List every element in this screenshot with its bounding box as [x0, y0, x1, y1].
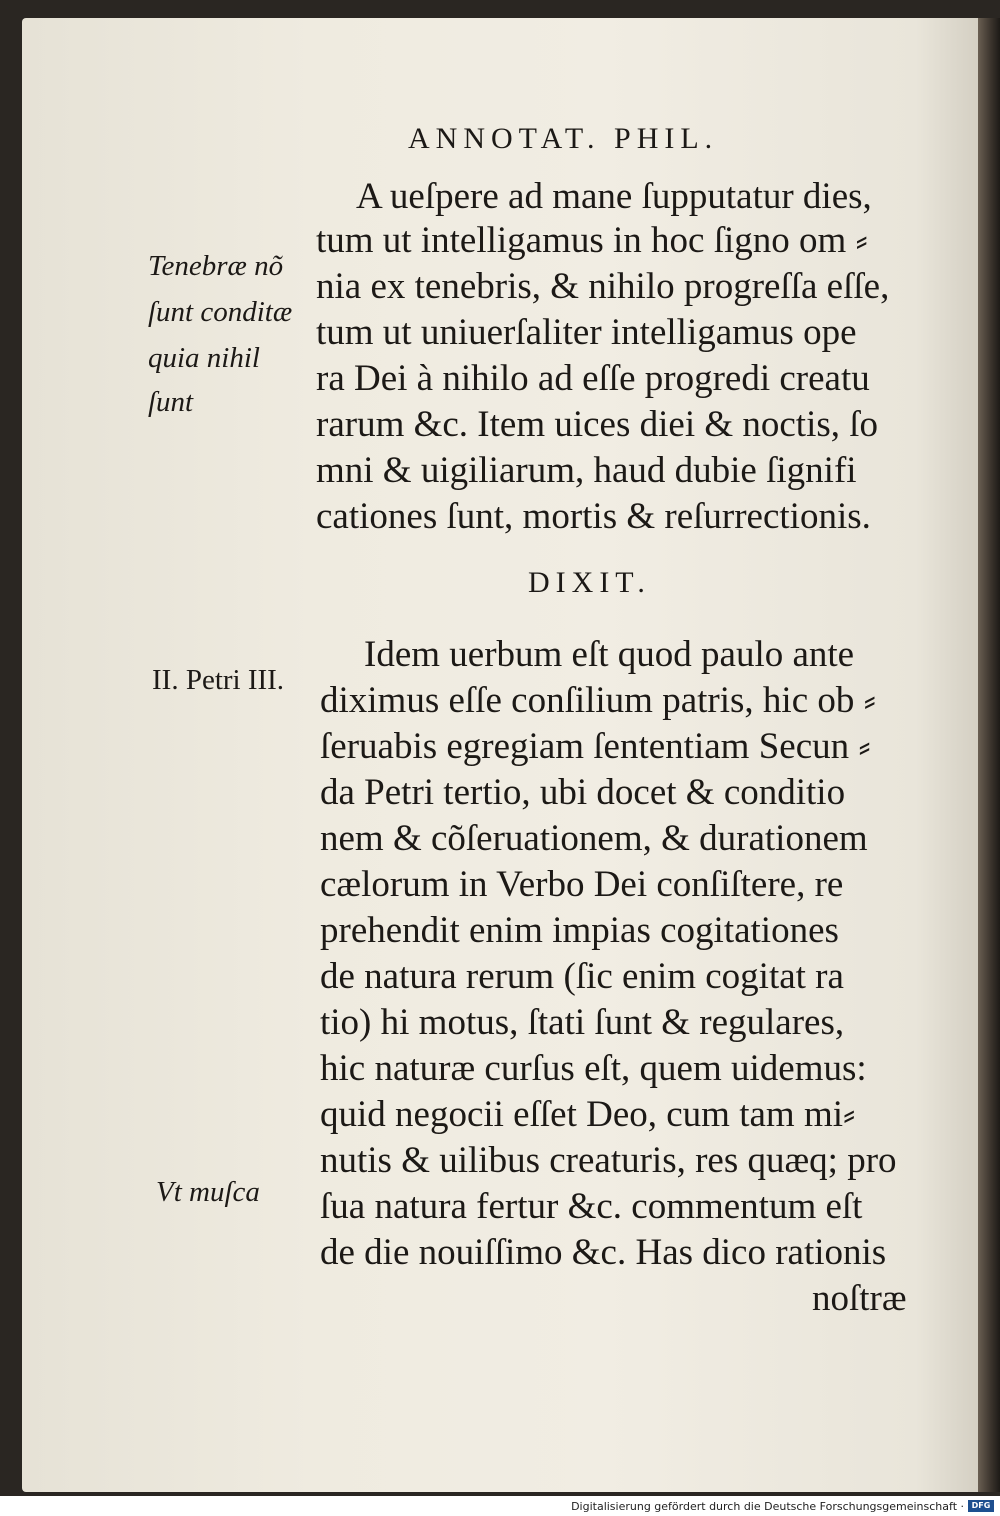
marginal-note: II. Petri III.: [152, 664, 285, 696]
text-line: de natura rerum (ſic enim cogitat ra: [320, 956, 844, 997]
text-line: da Petri tertio, ubi docet & conditio: [320, 772, 846, 813]
text-line: nia ex tenebris, & nihilo progreſſa eſſe,: [316, 266, 890, 307]
text-line: diximus eſſe conſilium patris, hic ob ⸗: [320, 680, 876, 721]
text-line: de die nouiſſimo &c. Has dico rationis: [320, 1232, 887, 1273]
marginal-note: Vt muſca: [156, 1176, 260, 1208]
running-head: ANNOTAT. PHIL.: [408, 122, 719, 155]
catchword: noſtræ: [812, 1278, 907, 1319]
text-line: ra Dei à nihilo ad eſſe progredi creatu: [316, 358, 870, 399]
book-edge: [978, 18, 1000, 1492]
text-line: nutis & uilibus creaturis, res quæq; pro: [320, 1140, 897, 1181]
text-line: tio) hi motus, ſtati ſunt & regulares,: [320, 1002, 845, 1043]
dfg-logo: DFG: [968, 1500, 994, 1512]
text-line: nem & cõſeruationem, & durationem: [320, 818, 868, 859]
text-line: prehendit enim impias cogitationes: [320, 910, 839, 951]
text-line: quid negocii eſſet Deo, cum tam mi⸗: [320, 1094, 856, 1135]
text-line: tum ut intelligamus in hoc ſigno om ⸗: [316, 220, 868, 261]
text-line: rarum &c. Item uices diei & noctis, ſo: [316, 404, 879, 445]
marginal-note: ſunt conditæ: [148, 296, 293, 328]
footer-credit: Digitalisierung gefördert durch die Deutsche Forschungsgemeinschaft ·: [571, 1500, 964, 1513]
text-line: cælorum in Verbo Dei conſiſtere, re: [320, 864, 844, 905]
text-line: Idem uerbum eſt quod paulo ante: [364, 634, 855, 675]
marginal-note: quia nihil: [148, 342, 260, 374]
text-line: tum ut uniuerſaliter intelligamus ope: [316, 312, 857, 353]
marginal-note: ſunt: [148, 386, 194, 418]
text-line: A ueſpere ad mane ſupputatur dies,: [356, 176, 872, 217]
text-line: ſeruabis egregiam ſententiam Secun ⸗: [320, 726, 871, 767]
text-line: cationes ſunt, mortis & reſurrectionis.: [316, 496, 871, 537]
section-heading: DIXIT.: [528, 566, 651, 599]
text-line: ſua natura fertur &c. commentum eſt: [320, 1186, 863, 1227]
text-line: hic naturæ curſus eſt, quem uidemus:: [320, 1048, 867, 1089]
text-line: mni & uigiliarum, haud dubie ſignifi: [316, 450, 857, 491]
marginal-note: Tenebræ nõ: [148, 250, 284, 282]
